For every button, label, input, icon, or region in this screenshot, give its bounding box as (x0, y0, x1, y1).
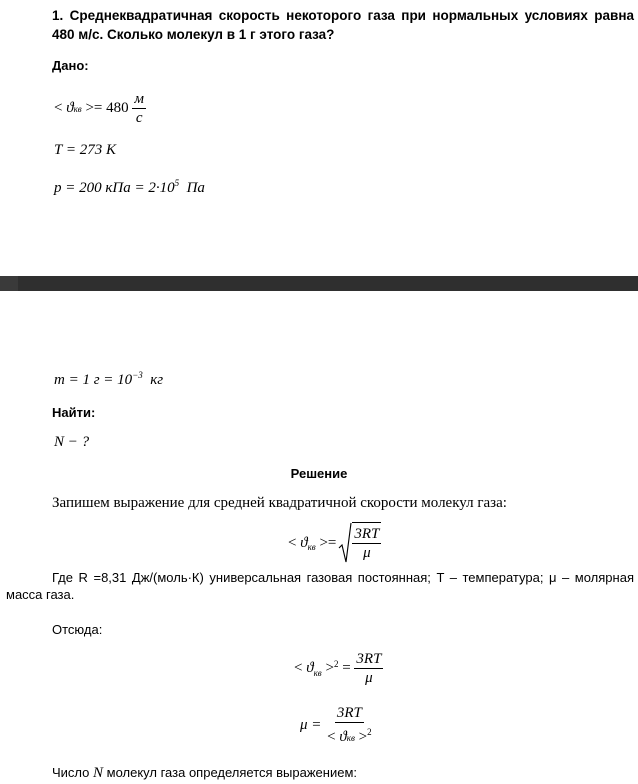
velocity-squared-formula (294, 650, 383, 687)
velocity-subscript: кв (73, 103, 82, 114)
solution-intro: Запишем выражение для средней квадратичной скорости молекул газа: (52, 495, 507, 511)
unit-numerator: м (134, 91, 144, 107)
f1-subscript: кв (307, 542, 316, 552)
number-sentence (52, 764, 357, 782)
f2-fraction (354, 650, 383, 687)
f2-angle-close: > (325, 660, 334, 676)
angle-open: < (54, 99, 63, 116)
sqrt-icon (338, 522, 352, 564)
f2-theta: ϑ (306, 660, 314, 676)
given-label: Дано: (52, 58, 89, 73)
mass-unit: кг (150, 372, 164, 388)
f1-numerator: 3RT (354, 525, 380, 542)
page-divider (0, 276, 638, 291)
number-pre: Число (52, 765, 90, 780)
solution-hence: Отсюда: (52, 622, 103, 637)
velocity-unit-fraction (132, 90, 146, 127)
f1-theta: ϑ (300, 534, 308, 551)
solution-where-text: Где R =8,31 Дж/(моль·К) универсальная газовая постоянная; T – температура; μ – молярная масса газа. (6, 570, 634, 602)
pressure-unit: Па (186, 180, 205, 196)
f2-equals: = (342, 660, 351, 676)
f3-subscript: кв (346, 733, 355, 743)
f2-exponent: 2 (333, 658, 339, 669)
f1-fraction (352, 525, 381, 562)
problem-statement: 1. Среднеквадратичная скорость некоторого газа при нормальных условиях равна 480 м/с. Сколько молекул в 1 г этого газа? (52, 8, 634, 42)
f3-exponent: 2 (367, 727, 372, 737)
theta-symbol: ϑ (66, 99, 74, 116)
f3-fraction (325, 704, 373, 747)
f3-angle-open: < (327, 729, 336, 745)
find-label: Найти: (52, 405, 96, 420)
mass-exponent: −3 (132, 370, 143, 380)
velocity-value: >= 480 (85, 99, 129, 116)
f1-angle-close: >= (319, 534, 337, 551)
given-pressure (54, 178, 205, 197)
f2-denominator: μ (365, 670, 373, 686)
rms-velocity-formula (288, 522, 381, 564)
f3-numerator: 3RT (336, 705, 362, 721)
f1-denominator: μ (363, 544, 371, 561)
f3-lhs: μ = (300, 717, 322, 733)
given-temperature: T = 273 К (54, 142, 116, 158)
unit-denominator: с (135, 110, 143, 126)
number-post: молекул газа определяется выражением: (106, 765, 358, 780)
find-value: N − ? (54, 434, 90, 450)
f3-angle-close: > (358, 729, 368, 745)
given-mass (54, 370, 163, 389)
f3-denominator (325, 723, 373, 747)
number-symbol: N (93, 765, 104, 781)
given-velocity-formula (54, 90, 146, 127)
molar-mass-formula (300, 704, 374, 747)
f2-subscript: кв (313, 667, 322, 678)
pressure-exponent: 5 (174, 178, 180, 188)
f2-angle-open: < (294, 660, 303, 676)
f2-numerator: 3RT (356, 651, 382, 667)
solution-heading: Решение (290, 466, 348, 481)
f1-angle-open: < (288, 534, 297, 551)
pressure-main: p = 200 кПа = 2·10 (54, 180, 175, 196)
f3-theta: ϑ (339, 729, 347, 745)
mass-main: m = 1 г = 10 (54, 372, 133, 388)
